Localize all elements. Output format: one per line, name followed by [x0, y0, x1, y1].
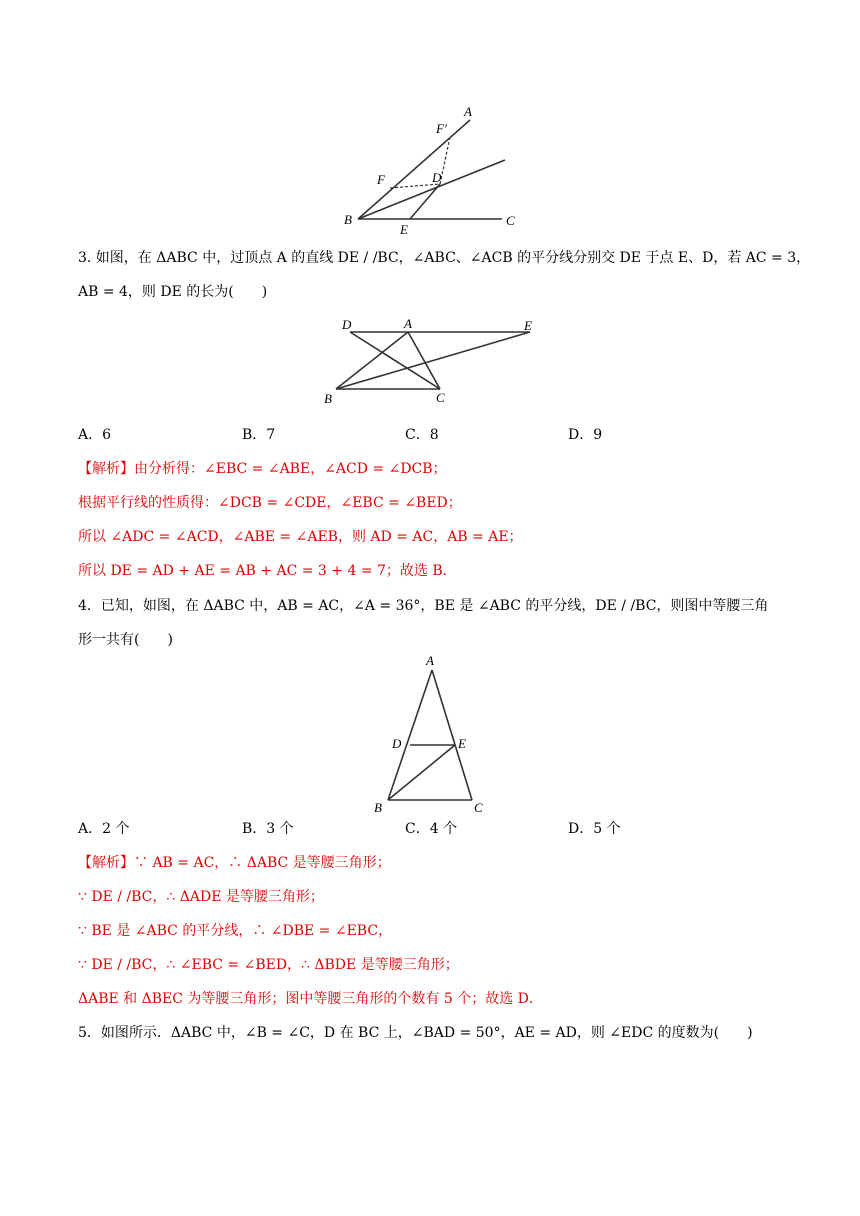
q3-analysis-3: 所以 ∠ADC = ∠ACD，∠ABE = ∠AEB，则 AD = AC，AB = AE；	[78, 529, 523, 545]
label-A: A	[464, 104, 472, 119]
q3-option-a[interactable]: A．6	[78, 427, 112, 443]
label-B: B	[374, 800, 382, 815]
q3-option-b[interactable]: B．7	[242, 427, 276, 443]
label-C: C	[436, 390, 445, 405]
q3-stem-line2: AB = 4，则 DE 的长为( )	[78, 284, 268, 300]
q5-stem-line1: 5．如图所示．ΔABC 中，∠B = ∠C，D 在 BC 上，∠BAD = 50°，AE = AD，则 ∠EDC 的度数为( )	[78, 1025, 753, 1041]
label-D: D	[342, 317, 352, 332]
q4-analysis-4: ∵ DE / /BC，∴ ∠EBC = ∠BED，∴ ΔBDE 是等腰三角形；	[78, 957, 459, 973]
q4-analysis-2: ∵ DE / /BC，∴ ΔADE 是等腰三角形；	[78, 889, 324, 905]
q4-stem-line2: 形一共有( )	[78, 632, 173, 648]
q4-option-a[interactable]: A．2 个	[78, 821, 130, 837]
label-F-prime: F′	[436, 121, 447, 136]
label-C: C	[474, 800, 483, 815]
q4-option-c[interactable]: C．4 个	[405, 821, 458, 837]
q3-analysis-4: 所以 DE = AD + AE = AB + AC = 3 + 4 = 7；故选 B．	[78, 563, 457, 579]
q4-option-b[interactable]: B．3 个	[242, 821, 294, 837]
label-F: F	[377, 172, 385, 187]
q3-analysis-2: 根据平行线的性质得：∠DCB = ∠CDE，∠EBC = ∠BED；	[78, 495, 462, 511]
q4-stem-line1: 4．已知，如图，在 ΔABC 中，AB = AC，∠A = 36°，BE 是 ∠ABC 的平分线，DE / /BC，则图中等腰三角	[78, 598, 769, 614]
label-C: C	[506, 213, 515, 228]
label-D: D	[432, 170, 442, 185]
q3-analysis-1: 【解析】由分析得：∠EBC = ∠ABE，∠ACD = ∠DCB；	[78, 461, 447, 477]
label-A: A	[404, 316, 412, 331]
label-D: D	[392, 736, 402, 751]
q3-option-c[interactable]: C．8	[405, 427, 439, 443]
q3-option-d[interactable]: D．9	[568, 427, 603, 443]
figure-q4	[368, 652, 508, 817]
label-E: E	[524, 318, 532, 333]
label-E: E	[400, 222, 408, 237]
q3-stem-line1: 3. 如图，在 ΔABC 中，过顶点 A 的直线 DE / /BC，∠ABC、∠ACB 的平分线分别交 DE 于点 E、D，若 AC = 3，	[78, 250, 811, 266]
q4-analysis-1: 【解析】∵ AB = AC，∴ ΔABC 是等腰三角形；	[78, 855, 391, 871]
label-E: E	[458, 736, 466, 751]
label-A: A	[426, 653, 434, 668]
analysis-tag: 【解析】	[78, 461, 134, 477]
figure-1	[330, 100, 530, 240]
q4-option-d[interactable]: D．5 个	[568, 821, 621, 837]
figure-q3	[318, 316, 548, 406]
q4-analysis-5: ΔABE 和 ΔBEC 为等腰三角形；图中等腰三角形的个数有 5 个；故选 D．	[78, 991, 543, 1007]
q4-analysis-3: ∵ BE 是 ∠ABC 的平分线，∴ ∠DBE = ∠EBC，	[78, 923, 393, 939]
analysis-tag: 【解析】	[78, 855, 134, 871]
label-B: B	[344, 212, 352, 227]
label-B: B	[324, 391, 332, 406]
